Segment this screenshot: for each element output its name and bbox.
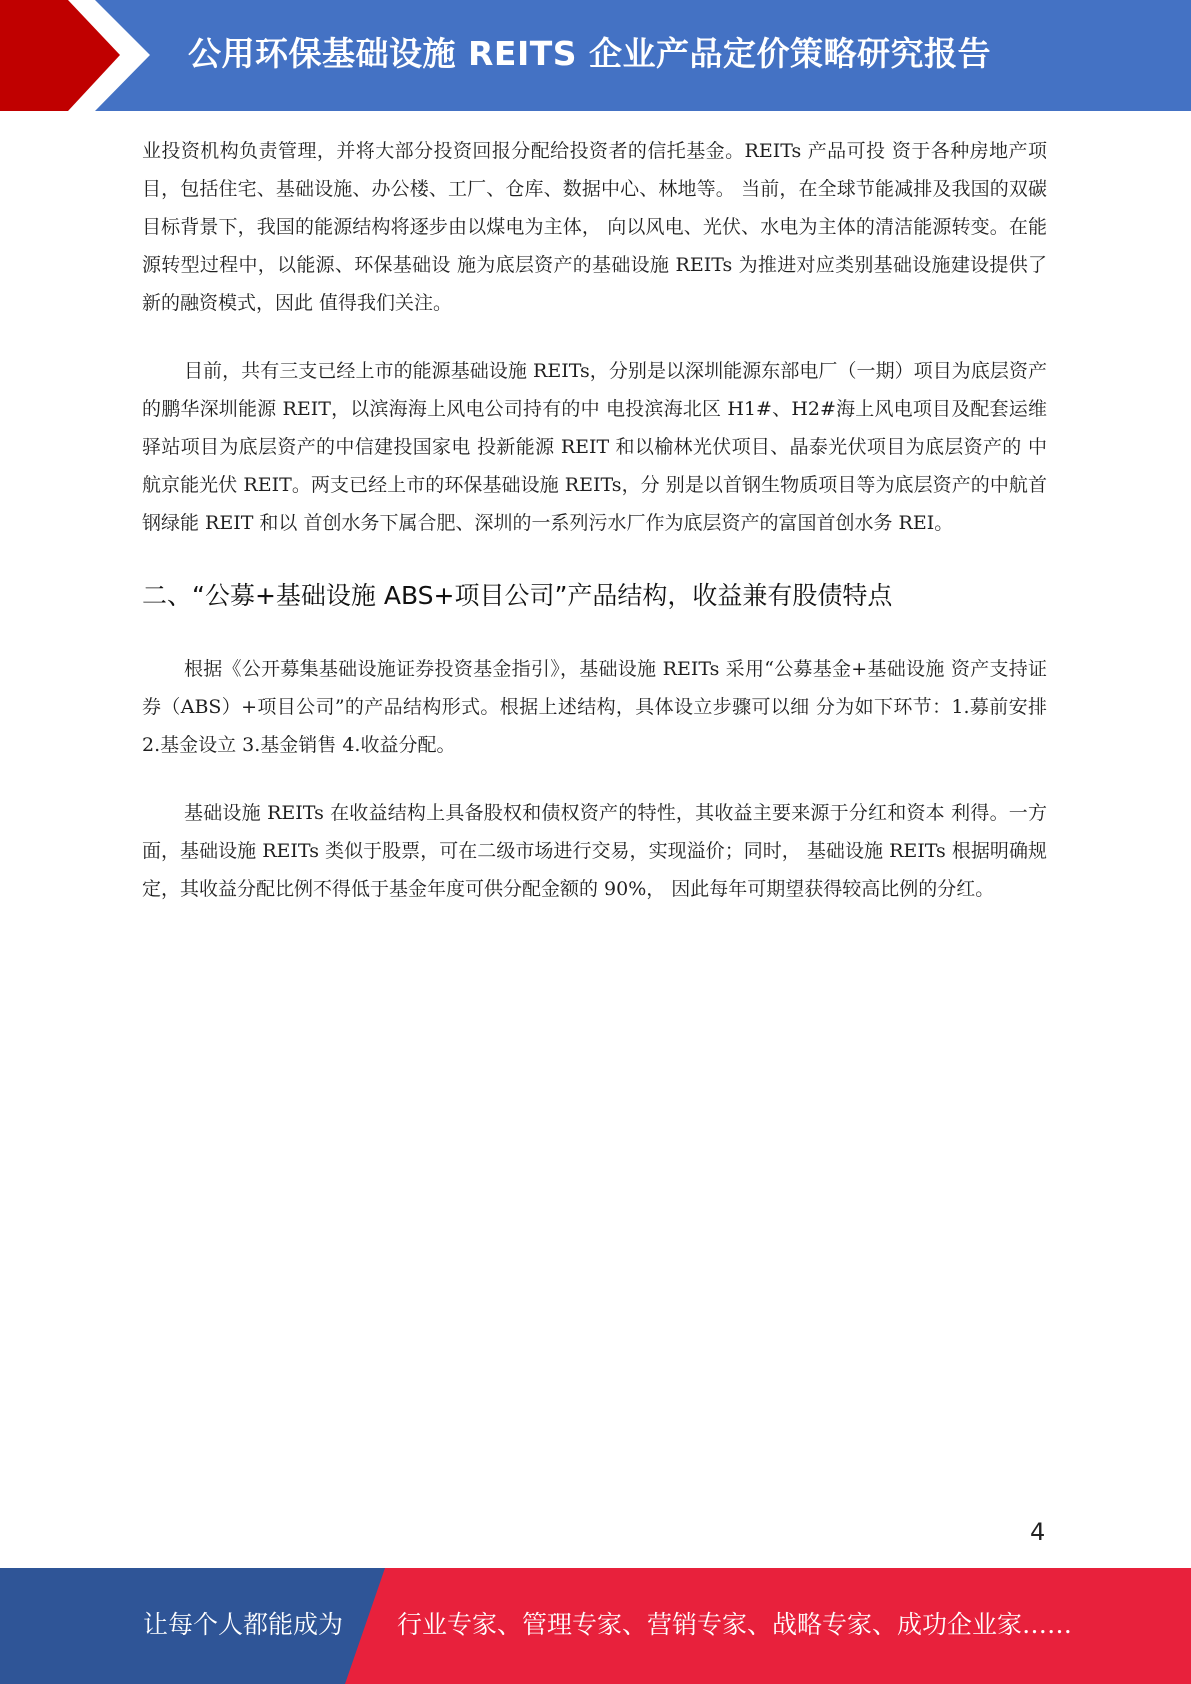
document-body [142,132,1047,908]
report-title: 公用环保基础设施 REITS 企业产品定价策略研究报告 [188,34,991,73]
body-paragraph: 目前，共有三支已经上市的能源基础设施 REITs，分别是以深圳能源东部电厂（一期）项目为底层资产的鹏华深圳能源 REIT，以滨海海上风电公司持有的中 电投滨海北区 H1#、H2#海上风电项目及配套运维驿站项目为底层资产的中信建投国家电 投新能源 REIT 和以榆林光伏项目、晶泰光伏项目为底层资产的 中航京能光伏 REIT。两支已经上市的环保基础设施 REITs，分 别是以首钢生物质项目等为底层资产的中航首钢绿能 REIT 和以 首创水务下属合肥、深圳的一系列污水厂作为底层资产的富国首创水务 REI。 [142,360,1047,534]
footer-slogan-left: 让每个人都能成为 [143,1610,344,1639]
body-paragraph: 基础设施 REITs 在收益结构上具备股权和债权资产的特性，其收益主要来源于分红和资本 利得。一方面，基础设施 REITs 类似于股票，可在二级市场进行交易，实现溢价；同时， 基础设施 REITs 根据明确规定，其收益分配比例不得低于基金年度可供分配金额的 90%， 因此每年可期望获得较高比例的分红。 [142,802,1047,900]
body-paragraph: 根据《公开募集基础设施证券投资基金指引》，基础设施 REITs 采用“公募基金+基础设施 资产支持证券（ABS）+项目公司”的产品结构形式。根据上述结构，具体设立步骤可以细 分为如下环节：1.募前安排 2.基金设立 3.基金销售 4.收益分配。 [142,658,1047,756]
page-footer [0,1568,1191,1684]
page-number: 4 [1030,1518,1046,1546]
footer-slogan-right: 行业专家、管理专家、营销专家、战略专家、成功企业家…… [397,1610,1073,1639]
section-heading: 二、“公募+基础设施 ABS+项目公司”产品结构，收益兼有股债特点 [142,581,893,610]
page-header [0,0,1191,111]
body-paragraph: 业投资机构负责管理，并将大部分投资回报分配给投资者的信托基金。REITs 产品可投 资于各种房地产项目，包括住宅、基础设施、办公楼、工厂、仓库、数据中心、林地等。 当前，在全球节能减排及我国的双碳目标背景下，我国的能源结构将逐步由以煤电为主体， 向以风电、光伏、水电为主体的清洁能源转变。在能源转型过程中，以能源、环保基础设 施为底层资产的基础设施 REITs 为推进对应类别基础设施建设提供了新的融资模式，因此 值得我们关注。 [142,140,1047,314]
header-arrow-icon [0,0,150,111]
